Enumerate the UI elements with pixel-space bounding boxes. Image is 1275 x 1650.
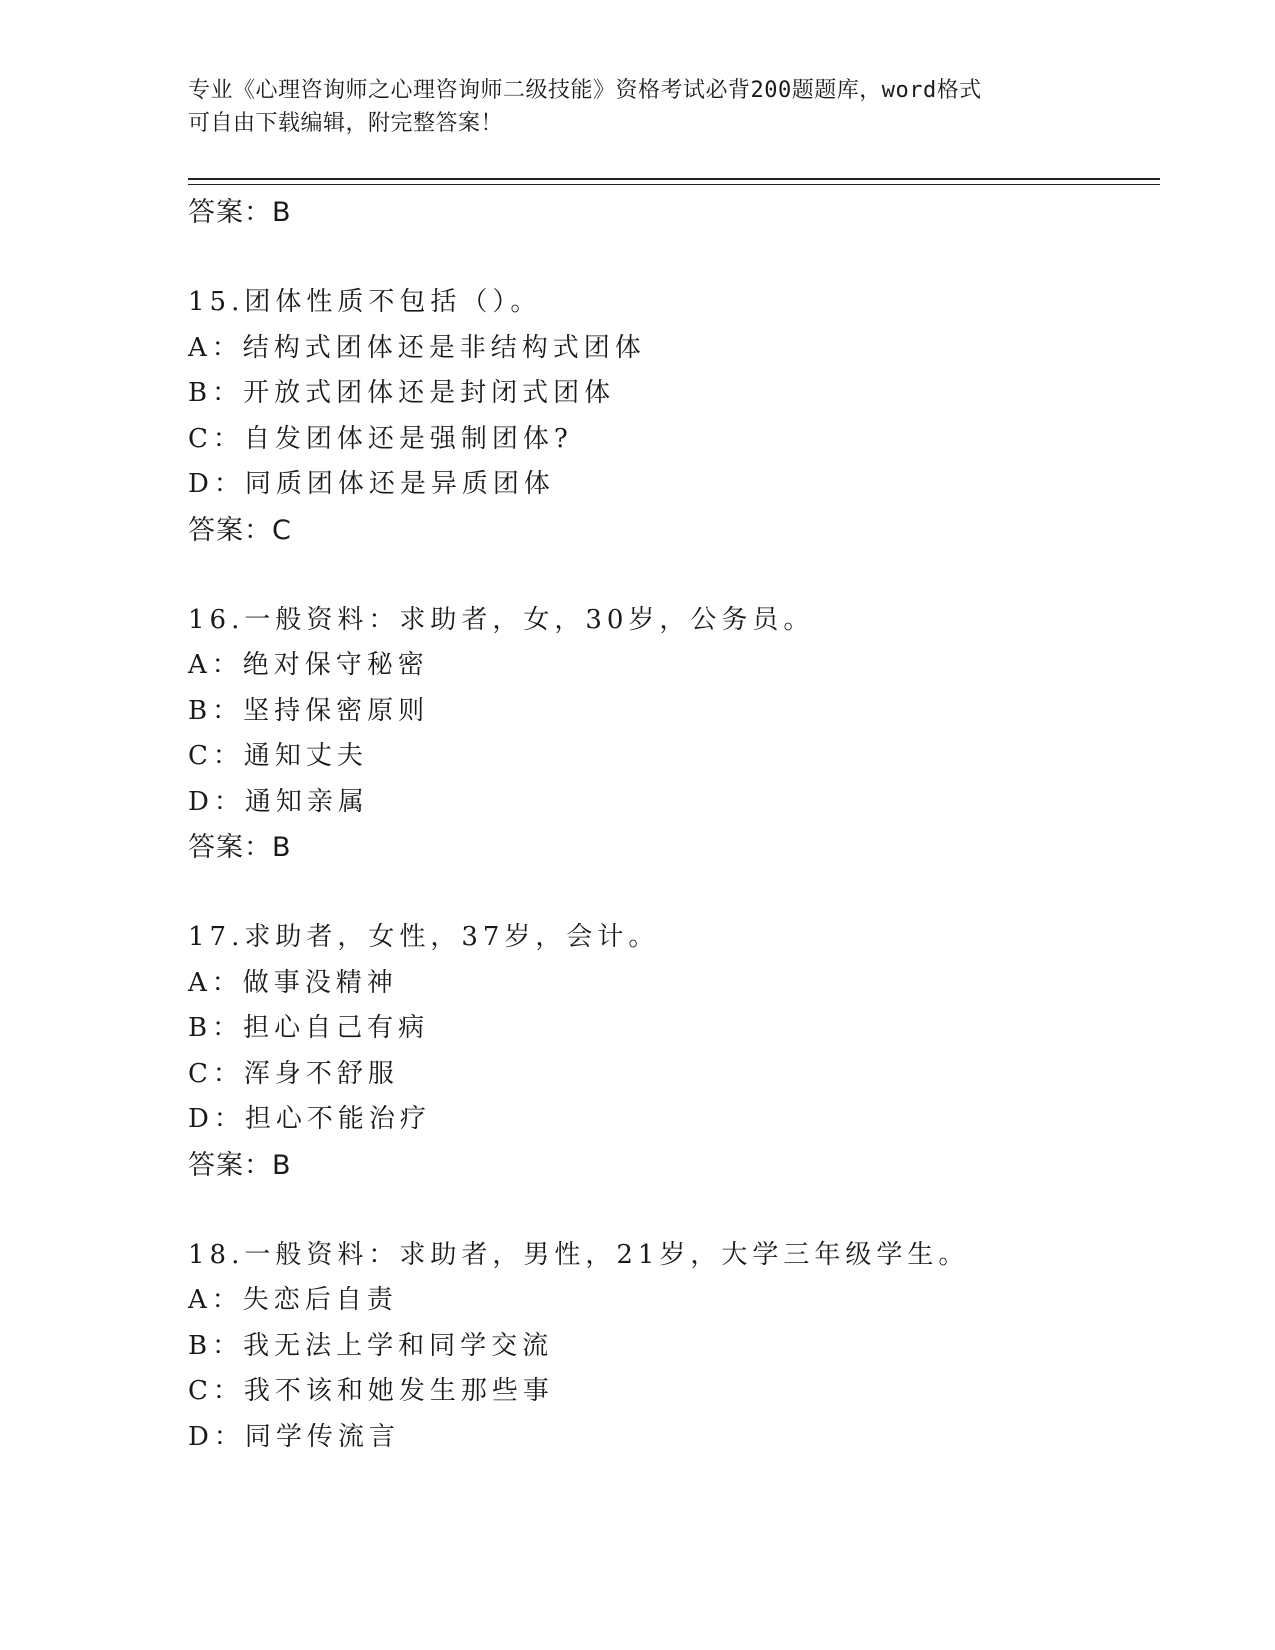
question-stem: 15.团体性质不包括（）。: [188, 287, 542, 317]
option-a: A：结构式团体还是非结构式团体: [188, 332, 646, 363]
option-b: B：坚持保密原则: [188, 695, 430, 726]
question-block: [188, 915, 1168, 1188]
option-b: B：担心自己有病: [188, 1013, 430, 1043]
document-header: [188, 74, 1068, 140]
question-block: [188, 1233, 1168, 1461]
header-line-2: 可自由下载编辑，附完整答案！: [188, 111, 504, 136]
option-c: C：通知丈夫: [188, 741, 368, 771]
question-stem: 16.一般资料：求助者，女，30岁，公务员。: [188, 604, 815, 635]
option-a: A：失恋后自责: [188, 1285, 398, 1315]
question-stem: 17.求助者，女性，37岁，会计。: [188, 922, 660, 952]
option-b: B：我无法上学和同学交流: [188, 1330, 554, 1361]
header-divider-thin: [188, 184, 1160, 185]
answer-line: 答案：B: [188, 1149, 292, 1181]
option-c: C：浑身不舒服: [188, 1058, 399, 1089]
option-d: D：同质团体还是异质团体: [188, 469, 555, 499]
question-stem: 18.一般资料：求助者，男性，21岁，大学三年级学生。: [188, 1239, 970, 1270]
option-c: C：自发团体还是强制团体?: [188, 423, 573, 454]
option-d: D：担心不能治疗: [188, 1104, 431, 1134]
header-divider-thick: [188, 178, 1160, 180]
option-d: D：同学传流言: [188, 1421, 400, 1452]
question-list: [188, 190, 1168, 1460]
option-c: C：我不该和她发生那些事: [188, 1376, 554, 1406]
option-a: A：做事没精神: [188, 967, 398, 998]
header-line-1: 专业《心理咨询师之心理咨询师二级技能》资格考试必背200题题库，word格式: [188, 78, 982, 103]
question-block: [188, 598, 1168, 871]
option-a: A：绝对保守秘密: [188, 650, 429, 680]
answer-line: 答案：B: [188, 832, 292, 863]
question-block: [188, 280, 1168, 553]
answer-line: 答案：C: [188, 514, 292, 546]
option-d: D：通知亲属: [188, 786, 369, 817]
option-b: B：开放式团体还是封闭式团体: [188, 378, 616, 408]
answer-line: 答案：B: [188, 197, 292, 228]
